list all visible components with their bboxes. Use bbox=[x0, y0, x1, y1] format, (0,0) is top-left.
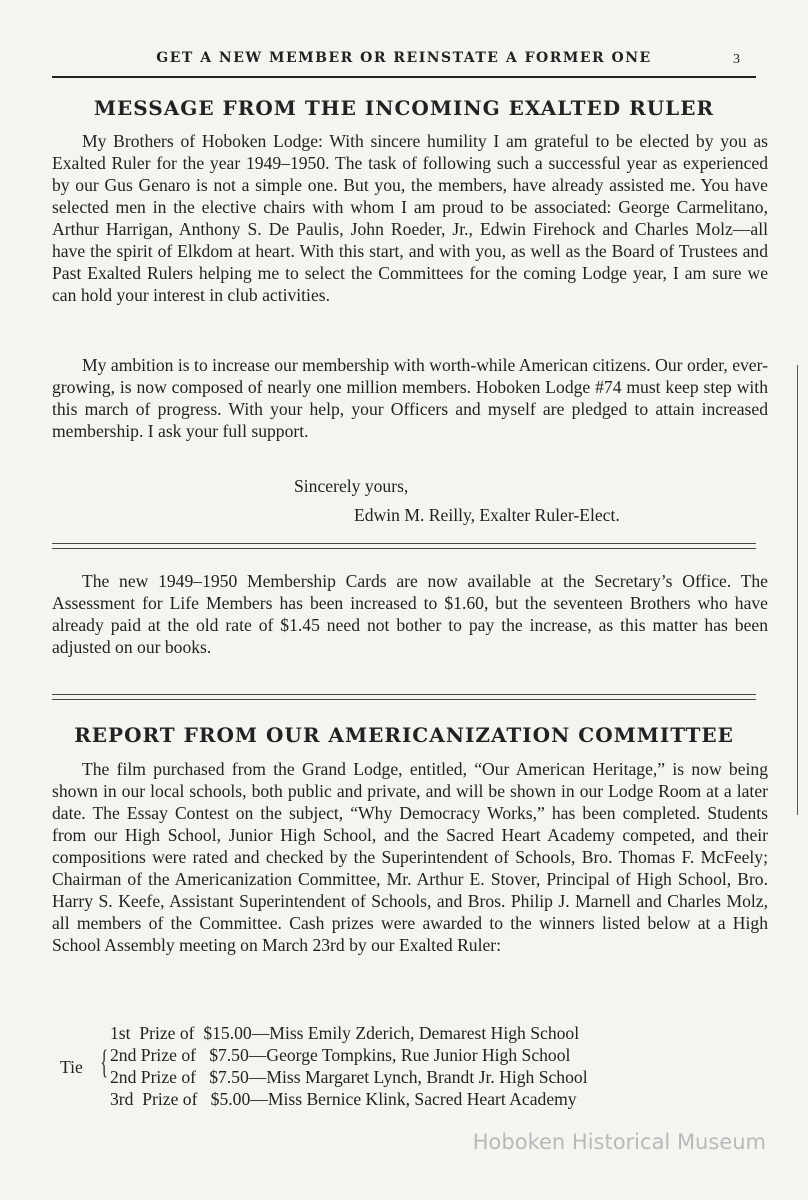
closing-line: Sincerely yours, bbox=[294, 476, 409, 496]
header-rule bbox=[52, 76, 756, 78]
museum-watermark: Hoboken Historical Museum bbox=[472, 1130, 766, 1154]
page-number: 3 bbox=[733, 52, 740, 67]
message-paragraph-1: My Brothers of Hoboken Lodge: With sincere humility I am grateful to be elected by you as Exalted Ruler for the year 1949–1950. The task of following such a successful year as experienced by our Gus Genaro is not a simple one. But you, the members, have already assisted me. You have selected men in the elective chairs with whom I am proud to be associated: George Carmelitano, Arthur Harrigan, Anthony S. De Paulis, John Roeder, Jr., Edwin Firehock and Charles Molz—all have the spirit of Elkdom at heart. With this start, and with you, as well as the Board of Trustees and Past Exalted Rulers helping me to select the Committees for the coming Lodge year, I am sure we can hold your interest in club activities. bbox=[52, 131, 768, 305]
tie-label: Tie bbox=[60, 1057, 83, 1077]
section-divider bbox=[52, 694, 756, 700]
brace-icon: { bbox=[100, 1044, 109, 1081]
message-paragraph-2: My ambition is to increase our membership with worth-while American citizens. Our order, ever-growing, is now composed of nearly one million members. Hoboken Lodge #74 must keep step with this march of progress. With your help, your Officers and myself are pledged to attain increased membership. I ask your full support. bbox=[52, 355, 768, 441]
prize-second-b: 2nd Prize of $7.50—Miss Margaret Lynch, Brandt Jr. High School bbox=[110, 1067, 588, 1087]
prize-first: 1st Prize of $15.00—Miss Emily Zderich, Demarest High School bbox=[110, 1023, 580, 1043]
message-heading: MESSAGE FROM THE INCOMING EXALTED RULER bbox=[93, 96, 715, 120]
membership-notice: The new 1949–1950 Membership Cards are now available at the Secretary’s Office. The Assessment for Life Members has been increased to $1.60, but the seventeen Brothers who have already paid at the old rate of $1.45 need not bother to pay the increase, as this matter has been adjusted on our books. bbox=[52, 571, 768, 657]
prize-third: 3rd Prize of $5.00—Miss Bernice Klink, Sacred Heart Academy bbox=[110, 1089, 577, 1109]
report-paragraph: The film purchased from the Grand Lodge, entitled, “Our American Heritage,” is now being shown in our local schools, both public and private, and will be shown in our Lodge Room at a later date. The Essay Contest on the subject, “Why Democracy Works,” has been completed. Students from our High School, Junior High School, and the Sacred Heart Academy competed, and their compositions were rated and checked by the Superintendent of Schools, Bro. Thomas F. McFeely; Chairman of the Americanization Committee, Mr. Arthur E. Stover, Principal of High School, Bro. Harry S. Keefe, Assistant Superintendent of Schools, and Bros. Philip J. Marnell and Charles Molz, all members of the Committee. Cash prizes were awarded to the winners listed below at a High School Assembly meeting on March 23rd by our Exalted Ruler: bbox=[52, 759, 768, 955]
signature: Edwin M. Reilly, Exalter Ruler-Elect. bbox=[354, 505, 620, 525]
running-header: GET A NEW MEMBER OR REINSTATE A FORMER ONE bbox=[156, 50, 652, 66]
section-divider bbox=[52, 543, 756, 549]
prize-second-a: 2nd Prize of $7.50—George Tompkins, Rue Junior High School bbox=[110, 1045, 571, 1065]
report-heading: REPORT FROM OUR AMERICANIZATION COMMITTEE bbox=[74, 723, 734, 747]
edge-rule bbox=[797, 365, 798, 815]
